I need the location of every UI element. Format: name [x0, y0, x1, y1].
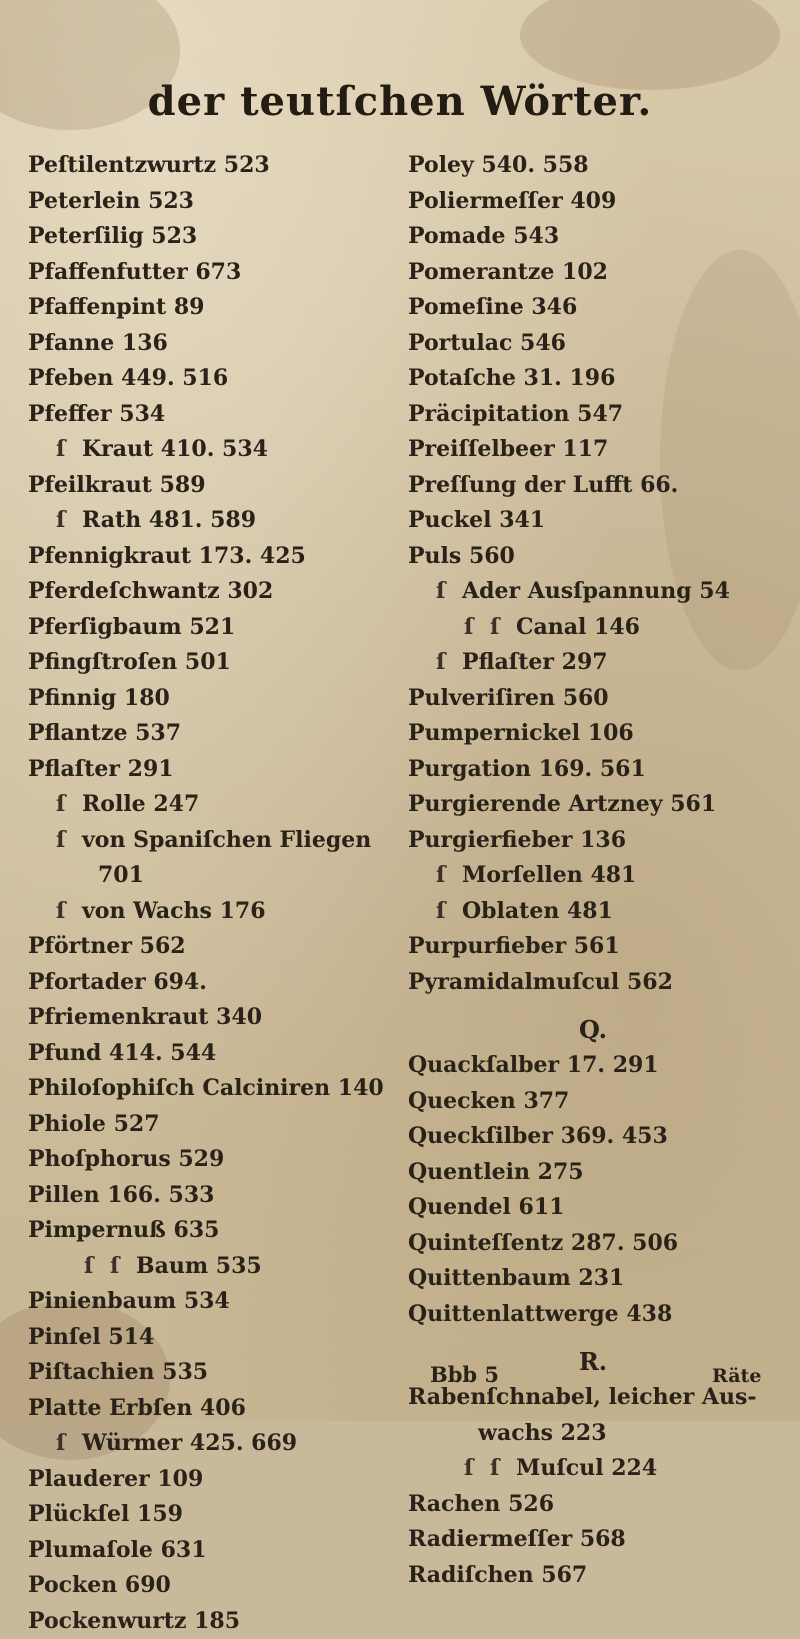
- ditto-mark: ſ: [56, 823, 82, 859]
- index-entry: [408, 823, 778, 859]
- ditto-mark: ſ: [84, 1249, 110, 1285]
- index-entry: [28, 929, 413, 965]
- entry-text: Rachen 526: [408, 1491, 554, 1517]
- entry-text: Quinteſſentz 287. 506: [408, 1230, 678, 1256]
- index-entry: [408, 468, 778, 504]
- entry-text: Plauderer 109: [28, 1466, 203, 1492]
- index-entry: [28, 1462, 413, 1498]
- index-subentry: [28, 432, 413, 468]
- entry-text: Pfennigkraut 173. 425: [28, 543, 306, 569]
- index-entry: [28, 965, 413, 1001]
- entry-text: Puls 560: [408, 543, 515, 569]
- entry-text: Preſſung der Lufft 66.: [408, 472, 678, 498]
- ditto-mark: ſ: [56, 432, 82, 468]
- index-subentry: [28, 894, 413, 930]
- entry-text: Poley 540. 558: [408, 152, 589, 178]
- index-entry: [28, 1284, 413, 1320]
- index-column-left: [28, 148, 413, 1639]
- entry-text: Pomeſine 346: [408, 294, 577, 320]
- index-entry: [28, 1568, 413, 1604]
- entry-text: Pumpernickel 106: [408, 720, 634, 746]
- entry-text: Portulac 546: [408, 330, 566, 356]
- entry-text: Peſtilentzwurtz 523: [28, 152, 270, 178]
- entry-text: Peterlein 523: [28, 188, 194, 214]
- index-entry: [408, 148, 778, 184]
- entry-text: Plückſel 159: [28, 1501, 183, 1527]
- index-entry: [28, 1213, 413, 1249]
- entry-text: Phoſphorus 529: [28, 1146, 224, 1172]
- index-entry: [408, 1261, 778, 1297]
- entry-text: Pflantze 537: [28, 720, 181, 746]
- index-entry: [28, 752, 413, 788]
- entry-text: Pfingſtroſen 501: [28, 649, 231, 675]
- index-entry: [408, 1119, 778, 1155]
- index-entry: [408, 1297, 778, 1333]
- index-subentry: [28, 1426, 413, 1462]
- entry-text: von Spaniſchen Fliegen: [82, 827, 371, 853]
- index-entry: [28, 1000, 413, 1036]
- entry-text: Pinſel 514: [28, 1324, 154, 1350]
- entry-text: Puckel 341: [408, 507, 545, 533]
- entry-text: Queckſilber 369. 453: [408, 1123, 668, 1149]
- index-entry: [408, 1522, 778, 1558]
- index-subentry: [408, 645, 778, 681]
- entry-text: Pocken 690: [28, 1572, 171, 1598]
- index-subentry: [28, 787, 413, 823]
- index-subentry: [408, 1451, 778, 1487]
- ditto-mark: ſ: [56, 503, 82, 539]
- entry-text: Pockenwurtz 185: [28, 1608, 240, 1634]
- index-entry: [28, 255, 413, 291]
- index-entry: [28, 1355, 413, 1391]
- index-entry: [408, 716, 778, 752]
- index-subentry: [408, 858, 778, 894]
- entry-text: Pfeilkraut 589: [28, 472, 206, 498]
- index-entry: [408, 1084, 778, 1120]
- index-entry: [408, 1487, 778, 1523]
- index-entry: [408, 397, 778, 433]
- entry-text: Philoſophiſch Calciniren 140: [28, 1075, 384, 1101]
- index-subentry: [28, 503, 413, 539]
- entry-text: Pfeffer 534: [28, 401, 165, 427]
- signature-mark: Bbb 5: [430, 1362, 499, 1387]
- index-subentry: [408, 574, 778, 610]
- index-entry: [408, 752, 778, 788]
- entry-text: Pulveriſiren 560: [408, 685, 609, 711]
- entry-text: Purpurfieber 561: [408, 933, 620, 959]
- index-entry: [28, 1036, 413, 1072]
- ditto-mark: ſ: [110, 1249, 136, 1285]
- section-letter-heading: [408, 1012, 778, 1048]
- entry-text: Baum 535: [136, 1253, 262, 1279]
- index-subentry: [408, 610, 778, 646]
- entry-text: Pförtner 562: [28, 933, 186, 959]
- ditto-mark: ſ: [436, 858, 462, 894]
- entry-text: Pomade 543: [408, 223, 559, 249]
- entry-text: Pfinnig 180: [28, 685, 170, 711]
- index-entry: [28, 539, 413, 575]
- entry-text: Phiole 527: [28, 1111, 160, 1137]
- entry-text: Oblaten 481: [462, 898, 613, 924]
- entry-text: Pferſigbaum 521: [28, 614, 235, 640]
- entry-text: Pflaſter 297: [462, 649, 608, 675]
- index-entry: [28, 1071, 413, 1107]
- entry-text: Kraut 410. 534: [82, 436, 268, 462]
- entry-text: Pinienbaum 534: [28, 1288, 230, 1314]
- entry-text: Piſtachien 535: [28, 1359, 208, 1385]
- index-subentry: [28, 858, 413, 894]
- index-entry: [28, 1604, 413, 1639]
- entry-text: Purgierfieber 136: [408, 827, 626, 853]
- entry-text: Pflaſter 291: [28, 756, 174, 782]
- entry-text: Quittenlattwerge 438: [408, 1301, 672, 1327]
- entry-text: Canal 146: [516, 614, 640, 640]
- index-entry: [28, 1533, 413, 1569]
- index-entry: [28, 716, 413, 752]
- index-entry: [28, 574, 413, 610]
- entry-text: Pomerantze 102: [408, 259, 608, 285]
- ditto-mark: ſ: [464, 1451, 490, 1487]
- paper-stain: [520, 0, 780, 90]
- index-entry: [408, 929, 778, 965]
- index-entry: [28, 361, 413, 397]
- entry-text: Pferdeſchwantz 302: [28, 578, 273, 604]
- ditto-mark: ſ: [464, 610, 490, 646]
- index-entry: [28, 681, 413, 717]
- index-entry: [408, 539, 778, 575]
- entry-text: Muſcul 224: [516, 1455, 657, 1481]
- ditto-mark: ſ: [436, 645, 462, 681]
- section-gap: [408, 1000, 778, 1012]
- entry-text: wachs 223: [478, 1420, 607, 1446]
- index-entry: [408, 326, 778, 362]
- entry-text: Pyramidalmuſcul 562: [408, 969, 673, 995]
- index-entry: [408, 1155, 778, 1191]
- index-entry: [408, 184, 778, 220]
- index-entry: [408, 219, 778, 255]
- entry-text: Rath 481. 589: [82, 507, 256, 533]
- entry-text: R.: [579, 1347, 607, 1376]
- entry-text: Rabenſchnabel, leicher Aus-: [408, 1384, 757, 1410]
- index-entry: [28, 1142, 413, 1178]
- entry-text: Plumaſole 631: [28, 1537, 207, 1563]
- index-entry: [408, 1190, 778, 1226]
- index-entry: [28, 397, 413, 433]
- index-entry: [28, 1178, 413, 1214]
- index-entry: [408, 1558, 778, 1594]
- index-subentry: [28, 1249, 413, 1285]
- entry-text: Ader Ausſpannung 54: [462, 578, 730, 604]
- index-entry: [408, 787, 778, 823]
- entry-text: Poliermeſſer 409: [408, 188, 616, 214]
- section-gap: [408, 1332, 778, 1344]
- entry-text: Q.: [579, 1015, 607, 1044]
- index-entry: [28, 468, 413, 504]
- entry-text: Quentlein 275: [408, 1159, 584, 1185]
- ditto-mark: ſ: [490, 1451, 516, 1487]
- index-entry: [408, 432, 778, 468]
- catchword: Räte: [712, 1365, 761, 1387]
- entry-text: Quecken 377: [408, 1088, 569, 1114]
- index-entry: [28, 645, 413, 681]
- entry-text: Quackſalber 17. 291: [408, 1052, 659, 1078]
- entry-text: Pfund 414. 544: [28, 1040, 216, 1066]
- entry-text: Radiermeſſer 568: [408, 1526, 626, 1552]
- index-entry: [28, 1497, 413, 1533]
- index-entry: [408, 1226, 778, 1262]
- ditto-mark: ſ: [490, 610, 516, 646]
- index-entry: [408, 361, 778, 397]
- entry-text: Pfaffenfutter 673: [28, 259, 241, 285]
- entry-text: Quittenbaum 231: [408, 1265, 624, 1291]
- entry-text: Pfeben 449. 516: [28, 365, 228, 391]
- entry-text: Preiſſelbeer 117: [408, 436, 608, 462]
- index-subentry: [28, 823, 413, 859]
- index-subentry: [408, 894, 778, 930]
- entry-text: Radiſchen 567: [408, 1562, 587, 1588]
- index-entry: [28, 184, 413, 220]
- entry-text: Potaſche 31. 196: [408, 365, 615, 391]
- index-entry: [408, 290, 778, 326]
- entry-text: Pimpernuß 635: [28, 1217, 219, 1243]
- index-entry: [408, 681, 778, 717]
- index-entry: [28, 290, 413, 326]
- entry-text: Peterſilig 523: [28, 223, 197, 249]
- entry-text: Rolle 247: [82, 791, 199, 817]
- ditto-mark: ſ: [436, 574, 462, 610]
- ditto-mark: ſ: [56, 787, 82, 823]
- entry-text: Pfriemenkraut 340: [28, 1004, 262, 1030]
- entry-text: Morſellen 481: [462, 862, 636, 888]
- index-entry: [28, 1320, 413, 1356]
- page-heading: der teutſchen Wörter.: [0, 78, 800, 125]
- index-entry: [28, 148, 413, 184]
- entry-text: 701: [98, 862, 144, 888]
- entry-text: Pfaffenpint 89: [28, 294, 204, 320]
- entry-text: von Wachs 176: [82, 898, 266, 924]
- entry-text: Platte Erbſen 406: [28, 1395, 246, 1421]
- index-entry: [408, 965, 778, 1001]
- entry-text: Pfanne 136: [28, 330, 168, 356]
- index-entry: [408, 255, 778, 291]
- index-entry: [408, 503, 778, 539]
- index-entry: [28, 326, 413, 362]
- entry-text: Pillen 166. 533: [28, 1182, 214, 1208]
- index-entry: [28, 219, 413, 255]
- index-entry: [28, 1107, 413, 1143]
- ditto-mark: ſ: [436, 894, 462, 930]
- ditto-mark: ſ: [56, 1426, 82, 1462]
- entry-text: Präcipitation 547: [408, 401, 623, 427]
- index-entry: [408, 1048, 778, 1084]
- entry-text: Quendel 611: [408, 1194, 564, 1220]
- entry-text: Purgation 169. 561: [408, 756, 646, 782]
- ditto-mark: ſ: [56, 894, 82, 930]
- index-entry: [28, 610, 413, 646]
- entry-text: Würmer 425. 669: [82, 1430, 297, 1456]
- entry-text: Pfortader 694.: [28, 969, 207, 995]
- entry-text: Purgierende Artzney 561: [408, 791, 716, 817]
